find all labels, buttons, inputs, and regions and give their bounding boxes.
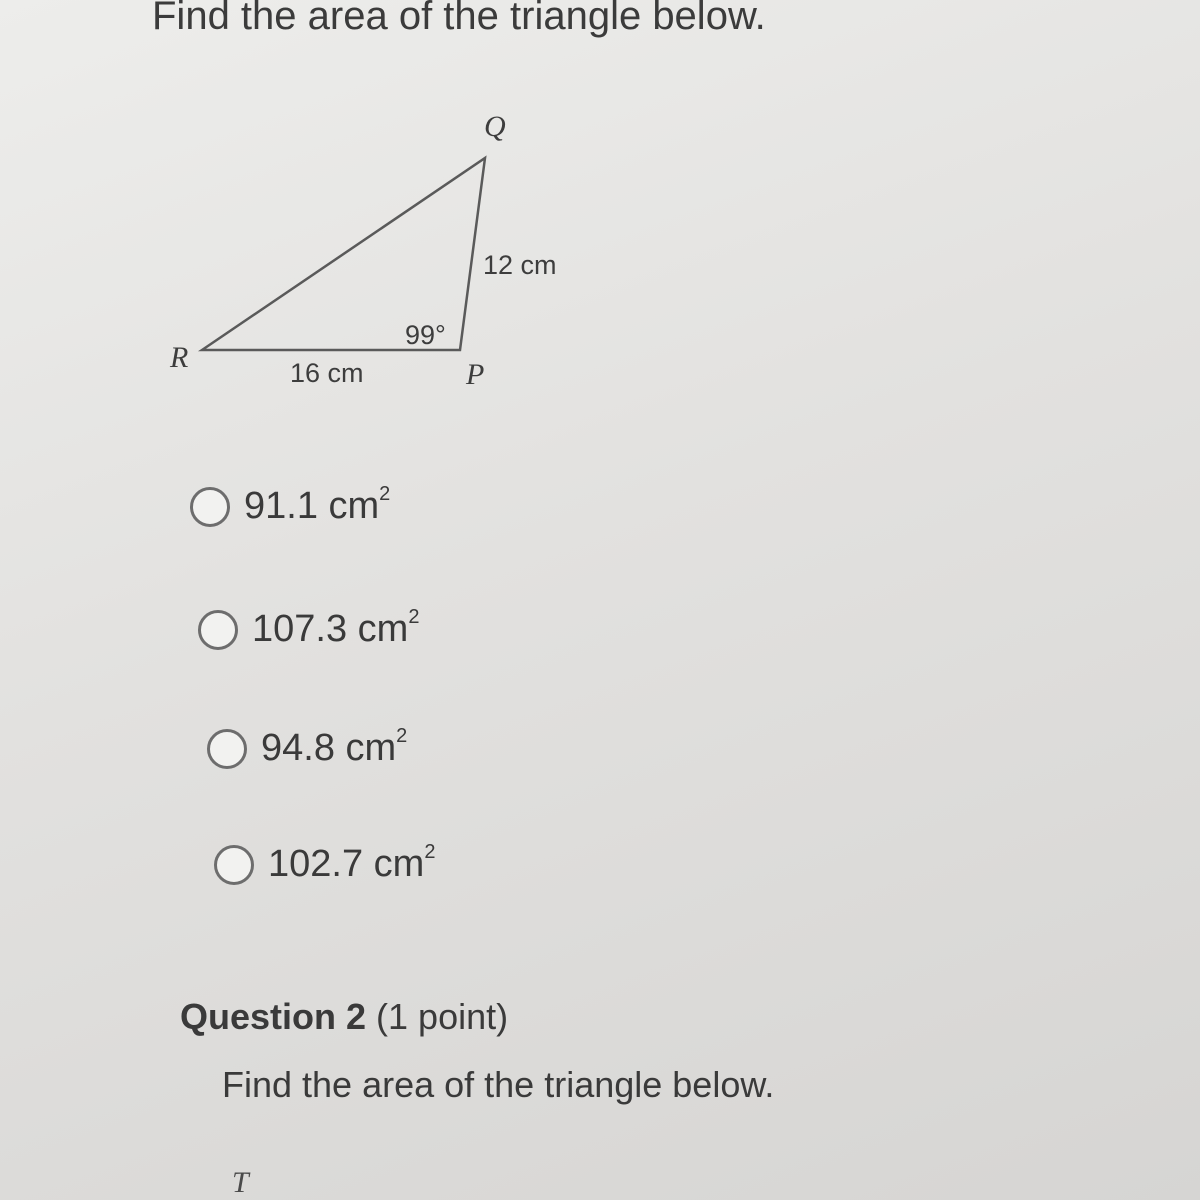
triangle-figure bbox=[150, 100, 610, 400]
radio-button[interactable] bbox=[198, 610, 238, 650]
radio-button[interactable] bbox=[207, 729, 247, 769]
question-1-prompt: Find the area of the triangle below. bbox=[152, 0, 766, 38]
answer-option[interactable] bbox=[207, 727, 407, 770]
answer-option[interactable] bbox=[190, 485, 390, 528]
question-2-vertex-t-label: T bbox=[232, 1166, 249, 1199]
vertex-p-label: P bbox=[466, 358, 485, 391]
question-2-title: Question 2 bbox=[180, 996, 367, 1037]
vertex-r-label: R bbox=[170, 341, 189, 374]
answer-text: 94.8 $cm^2$ bbox=[261, 725, 408, 769]
question-2-prompt: Find the area of the triangle below. bbox=[222, 1064, 775, 1105]
answer-text: 107.3 $cm^2$ bbox=[252, 606, 420, 650]
radio-button[interactable] bbox=[190, 487, 230, 527]
question-2-points: (1 point) bbox=[376, 996, 509, 1037]
vertex-q-label: Q bbox=[484, 110, 506, 143]
side-rp-label: 16 cm bbox=[290, 358, 364, 388]
question-2-heading bbox=[180, 996, 508, 1038]
side-qp-label: 12 cm bbox=[483, 250, 557, 280]
answer-option[interactable] bbox=[214, 843, 435, 886]
angle-p-label: 99° bbox=[405, 320, 446, 350]
answer-text: 102.7 $cm^2$ bbox=[268, 841, 436, 885]
answer-option[interactable] bbox=[198, 608, 419, 651]
radio-button[interactable] bbox=[214, 845, 254, 885]
answer-text: 91.1 $cm^2$ bbox=[244, 483, 391, 527]
